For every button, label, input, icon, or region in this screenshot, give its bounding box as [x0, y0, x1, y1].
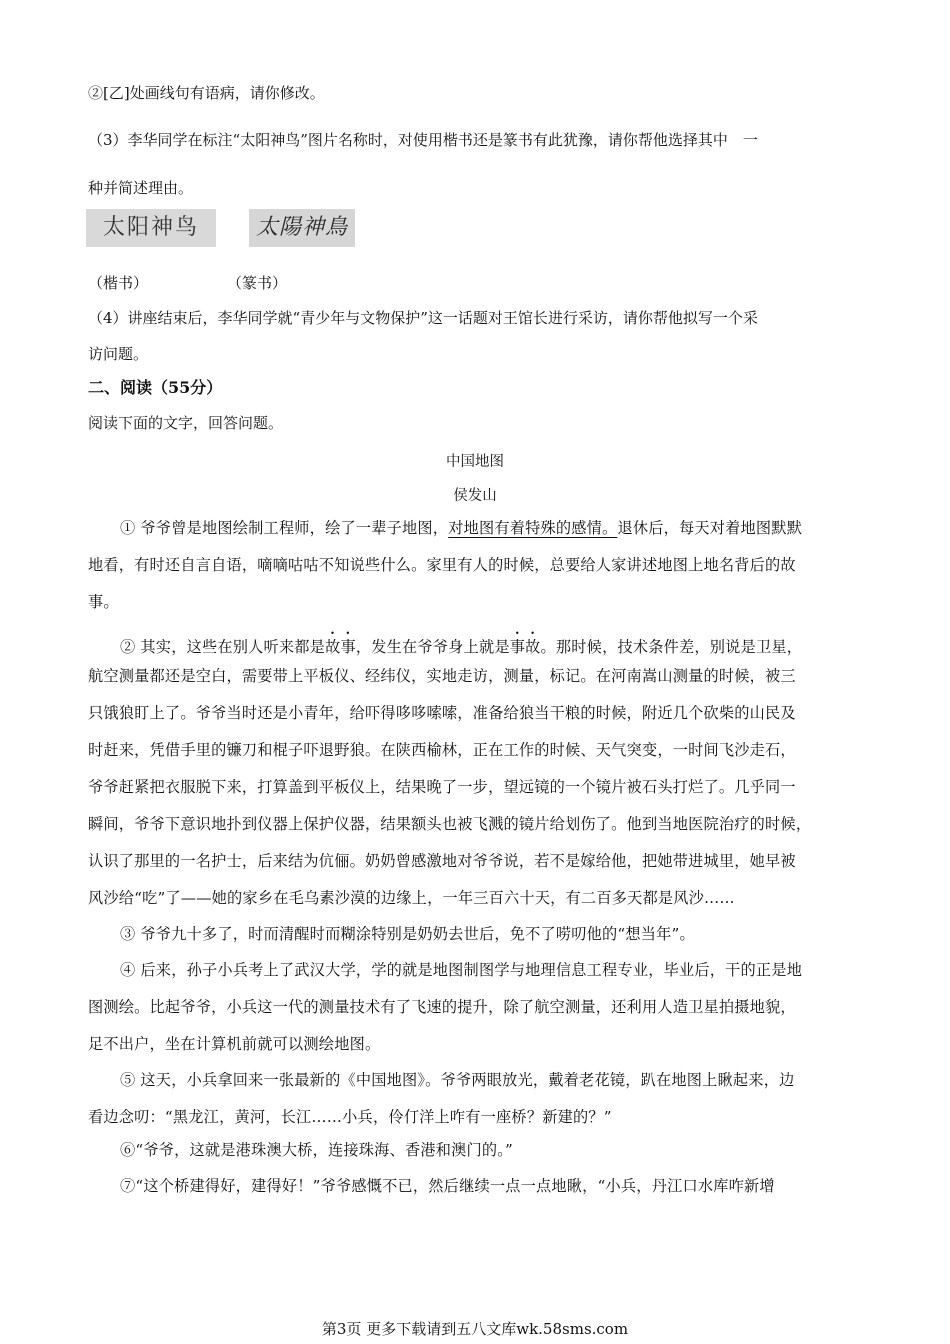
paragraph-2-line1 [120, 629, 802, 657]
paragraph-6-line1: ⑥“爷爷，这就是港珠澳大桥，连接珠海、香港和澳门的。” [120, 1141, 514, 1159]
p2-text-c: 。那时候，技术条件差，别说是卫星， [540, 638, 803, 656]
paragraph-1-line2: 地看，有时还自言自语，嘀嘀咕咕不知说些什么。家里有人的时候，总要给人家讲述地图上地名背后的故 [88, 556, 796, 574]
paragraph-5-line2: 看边念叨：“黑龙江，黄河，长江……小兵，伶仃洋上咋有一座桥？新建的？” [88, 1108, 612, 1126]
page-footer: 第3页 更多下载请到五八文库wk.58sms.com [321, 1320, 629, 1338]
paragraph-5-line1: ⑤ 这天，小兵拿回来一张最新的《中国地图》。爷爷两眼放光，戴着老花镜，趴在地图上瞅起来，边 [120, 1071, 795, 1089]
paragraph-1-line3: 事。 [88, 593, 119, 611]
paragraph-2-line4: 时赶来，凭借手里的镰刀和棍子吓退野狼。在陕西榆林，正在工作的时候、天气突变，一时间飞沙走石， [88, 741, 796, 759]
question-3-line1: （3）李华同学在标注“太阳神鸟”图片名称时，对使用楷书还是篆书有此犹豫，请你帮他选择其中 一 [88, 131, 758, 149]
p2-text-b: ，发生在爷爷身上就是 [355, 638, 510, 656]
question-3-line2: 种并简述理由。 [88, 179, 194, 197]
paragraph-3-line1: ③ 爷爷九十多了，时而清醒时而糊涂特别是奶奶去世后，免不了唠叨他的“想当年”。 [120, 925, 695, 943]
kaishu-image: 太阳神鸟 [86, 209, 216, 247]
p1-text-a: ① 爷爷曾是地图绘制工程师，绘了一辈子地图， [120, 519, 449, 537]
section-instruction: 阅读下面的文字，回答问题。 [88, 414, 284, 432]
p2-dotted-word-gushi: 故事 [325, 638, 356, 656]
p2-text-a: ② 其实，这些在别人听来都是 [120, 638, 326, 656]
zhuanshu-image: 太陽神鳥 [249, 209, 355, 247]
paragraph-1-line1 [120, 518, 802, 538]
zhuanshu-caption: （篆书） [227, 274, 288, 292]
paragraph-2-line2: 航空测量都还是空白，需要带上平板仪、经纬仪，实地走访，测量，标记。在河南嵩山测量的时候，被三 [88, 667, 796, 685]
paragraph-4-line1: ④ 后来，孙子小兵考上了武汉大学，学的就是地图制图学与地理信息工程专业，毕业后，干的正是地 [120, 961, 803, 979]
paragraph-2-line7: 认识了那里的一名护士，后来结为伉俪。奶奶曾感激地对爷爷说，若不是嫁给他，把她带进城里，她早被 [88, 852, 796, 870]
question-4-line1: （4）讲座结束后，李华同学就“青少年与文物保护”这一话题对王馆长进行采访，请你帮他拟写一个采 [88, 309, 758, 327]
p2-dotted-word-shigu: 事故 [509, 638, 541, 656]
paragraph-7-line1: ⑦“这个桥建得好，建得好！”爷爷感慨不已，然后继续一点一点地瞅，“小兵，丹江口水库咋新增 [120, 1177, 775, 1195]
paragraph-2-line5: 爷爷赶紧把衣服脱下来，打算盖到平板仪上，结果晚了一步，望远镜的一个镜片被石头打烂了。几乎同一 [88, 778, 796, 796]
paragraph-2-line8: 风沙给“吃”了——她的家乡在毛乌素沙漠的边缘上，一年三百六十天，有二百多天都是风沙…… [88, 889, 735, 907]
question-2-sub2: ②[乙]处画线句有语病，请你修改。 [88, 84, 325, 102]
p1-text-b: 退休后，每天对着地图默默 [617, 519, 803, 537]
section-heading: 二、阅读（55分） [88, 378, 223, 397]
paragraph-4-line3: 足不出户，坐在计算机前就可以测绘地图。 [88, 1035, 381, 1053]
paragraph-4-line2: 图测绘。比起爷爷，小兵这一代的测量技术有了飞速的提升，除了航空测量，还利用人造卫星拍摄地貌， [88, 998, 796, 1016]
paragraph-2-line3: 只饿狼盯上了。爷爷当时还是小青年，给吓得哆哆嗦嗦，准备给狼当干粮的时候，附近几个砍柴的山民及 [88, 704, 796, 722]
paragraph-2-line6: 瞬间，爷爷下意识地扑到仪器上保护仪器，结果额头也被飞溅的镜片给划伤了。他到当地医院治疗的时候， [88, 815, 812, 833]
article-title: 中国地图 [446, 454, 504, 470]
kaishu-caption: （楷书） [88, 274, 149, 292]
question-4-line2: 访问题。 [88, 345, 149, 363]
article-author: 侯发山 [453, 488, 497, 504]
p1-underlined-sentence: 对地图有着特殊的感情。 [448, 519, 618, 537]
